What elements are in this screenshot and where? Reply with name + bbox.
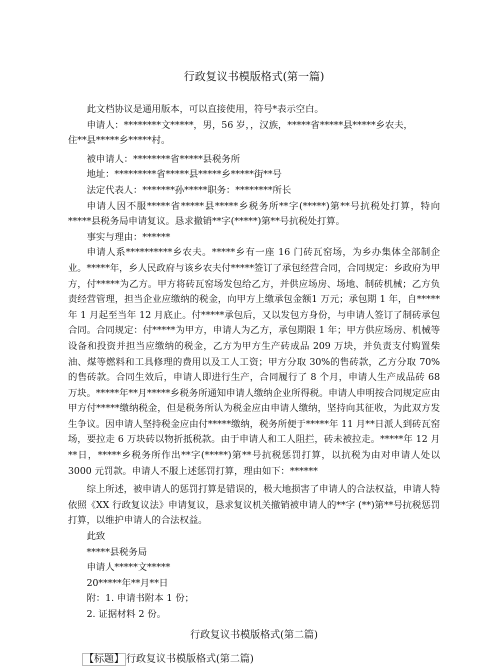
heading-tag-label: 【标题】: [84, 653, 124, 665]
applicant-line: 申请人：********文*****，男，56 岁，，汉族，*****省*****县*****乡农夫，: [86, 119, 413, 131]
document-title: 行政复议书模版格式(第一篇): [183, 70, 325, 83]
address-line: 地址：*********省*****县*****乡*****街**号: [86, 169, 282, 181]
attachment-2: 2. 证据材料 2 份。: [86, 609, 167, 620]
facts-heading: 事实与理由：******: [86, 231, 171, 243]
applicant-residence: 住**县*****乡*****村。: [68, 135, 171, 147]
respondent-line: 被申请人：********省*****县税务所: [86, 153, 240, 165]
legal-representative-line: 法定代表人：*******孙*****职务：********所长: [86, 184, 292, 196]
intro-paragraph: 此文档协议是通用版本，可以直接使用，符号*表示空白。: [86, 104, 324, 115]
facts-paragraph: 申请人系**********乡农夫。*****乡有一座 16 门砖瓦窑场，为乡办集体全部制企业。*****年，乡人民政府与该乡农夫付*****签订了承包经营合同，合同规定：乡政府为甲方，付*****为乙方。甲方将砖瓦窑场发包给乙方，并供应场房、场地、制砖机械；乙方负责经营管理，担当企业应缴纳的税金，向甲方上缴承包金额1 万元；承包期 1 年，自*****年 1 月起至当年 12 月底止。付*****承包后，又以发包方身份，与申请人签订了制砖承包合同。合同规定：付*****为甲方，申请人为乙方，承包期限 1 年；甲方供应场房、机械等设备和投资并担当应缴纳的税金，乙方为甲方生产砖成品 209 万块，并负责支付购置柴油、煤等燃料和工具修理的费用以及工人工资；甲方分取 30%的售砖款，乙方分取 70%的售砖款。合同生效后，申请人即进行生产，合同履行了 8 个月，申请人生产成品砖 68 万块。*****年**月*****乡税务所通知申请人缴纳企业所得税。申请人申明按合同规定应由甲方付*****缴纳税金，但是税务所认为税金应由申请人缴纳，坚持向其征收，为此双方发生争议。因申请人坚持税金应由付*****缴纳，税务所便于*****年 11 月**日派人到砖瓦窑场，要拉走 6 万块砖以物折抵税款。由于申请人和工人阻拦，砖未被拉走。*****年 12 月**日，*****乡税务所作出**字(*****)第**号抗税惩罚打算，以抗税为由对申请人处以 3000 元罚款。申请人不服上述惩罚打算，理由如下：******: [68, 247, 440, 477]
heading-tag-line: [82, 653, 440, 667]
document-date: 20*****年**月**日: [86, 577, 169, 589]
sign-off: 此致: [86, 531, 106, 543]
second-section-title: 行政复议书模版格式(第二篇): [190, 629, 318, 641]
recipient-bureau: *****县税务局: [86, 546, 148, 558]
heading-tag-text: 行政复议书模版格式(第二篇): [126, 653, 254, 665]
request-paragraph: 申请人因不服*****省*****县*****乡税务所**字(*****)第**号抗税处打算，特向*****县税务局申请复议。恳求撤销**字(*****)第**号抗税处打算。: [68, 200, 440, 228]
conclusion-paragraph: 综上所述，被申请人的惩罚打算是错误的，极大地损害了申请人的合法权益，申请人特依照《XX 行政复议法》申请复议，恳求复议机关撤销被申请人的**字 (**)第**号抗税惩罚打算，以维护申请人的合法权益。: [68, 484, 440, 527]
attachment-1: 附：1. 申请书附本 1 份；: [86, 593, 194, 605]
applicant-signature: 申请人*****文*****: [86, 562, 171, 574]
